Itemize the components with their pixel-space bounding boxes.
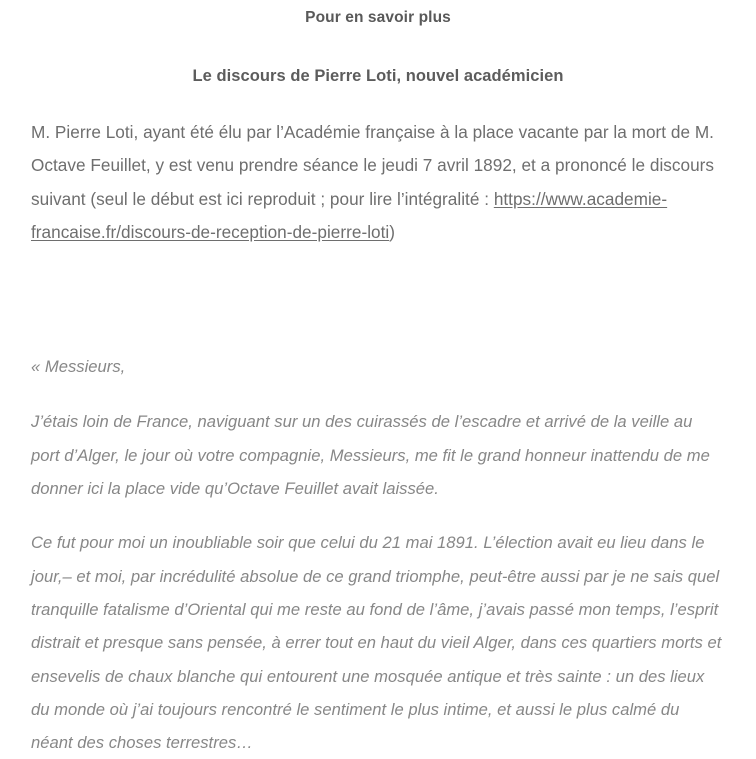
section-subtitle: Le discours de Pierre Loti, nouvel académicien <box>192 67 564 85</box>
quote-salutation: « Messieurs, <box>31 357 126 377</box>
heading-spacer <box>31 29 725 65</box>
subtitle-spacer <box>31 87 725 116</box>
quote-spacer-1 <box>31 383 725 405</box>
intro-text-after-link: ) <box>389 221 395 242</box>
paragraph-gap <box>31 249 725 350</box>
intro-paragraph <box>31 116 725 249</box>
page-title: Pour en savoir plus <box>305 9 451 26</box>
intro-text-before-link: M. Pierre Loti, ayant été élu par l’Académie française à la place vacante par la mort de M. Octave Feuillet, y est venu prendre séance le jeudi 7 avril 1892, et a prononcé le discours suivant (seul le début est ici reproduit ; pour lire l’intégralité : <box>31 122 715 209</box>
quote-paragraph-2: Ce fut pour moi un inoubliable soir que celui du 21 mai 1891. L’élection avait eu lieu dans le jour,– et moi, par incrédulité absolue de ce grand triomphe, peut-être aussi par je ne sais quel tranquille fatalisme d’Oriental qui me reste au fond de l’âme, j’avais passé mon temps, l’esprit distrait et presque sans pensée, à errer tout en haut du vieil Alger, dans ces quartiers morts et ensevelis de chaux blanche qui entourent une mosquée antique et très sainte : un des lieux du monde où j’ai toujours rencontré le sentiment le plus intime, et aussi le plus calmé du néant des choses terrestres… <box>31 533 722 753</box>
academie-francaise-link[interactable]: https://www.academie-francaise.fr/discours-de-reception-de-pierre-loti <box>31 188 668 242</box>
quote-spacer-2 <box>31 505 725 526</box>
quote-paragraph-1: J’étais loin de France, naviguant sur un des cuirassés de l’escadre et arrivé de la veille au port d’Alger, le jour où votre compagnie, Messieurs, me fit le grand honneur inattendu de me donner ici la place vide qu’Octave Feuillet avait laissée. <box>31 412 710 499</box>
document-content <box>31 0 725 759</box>
